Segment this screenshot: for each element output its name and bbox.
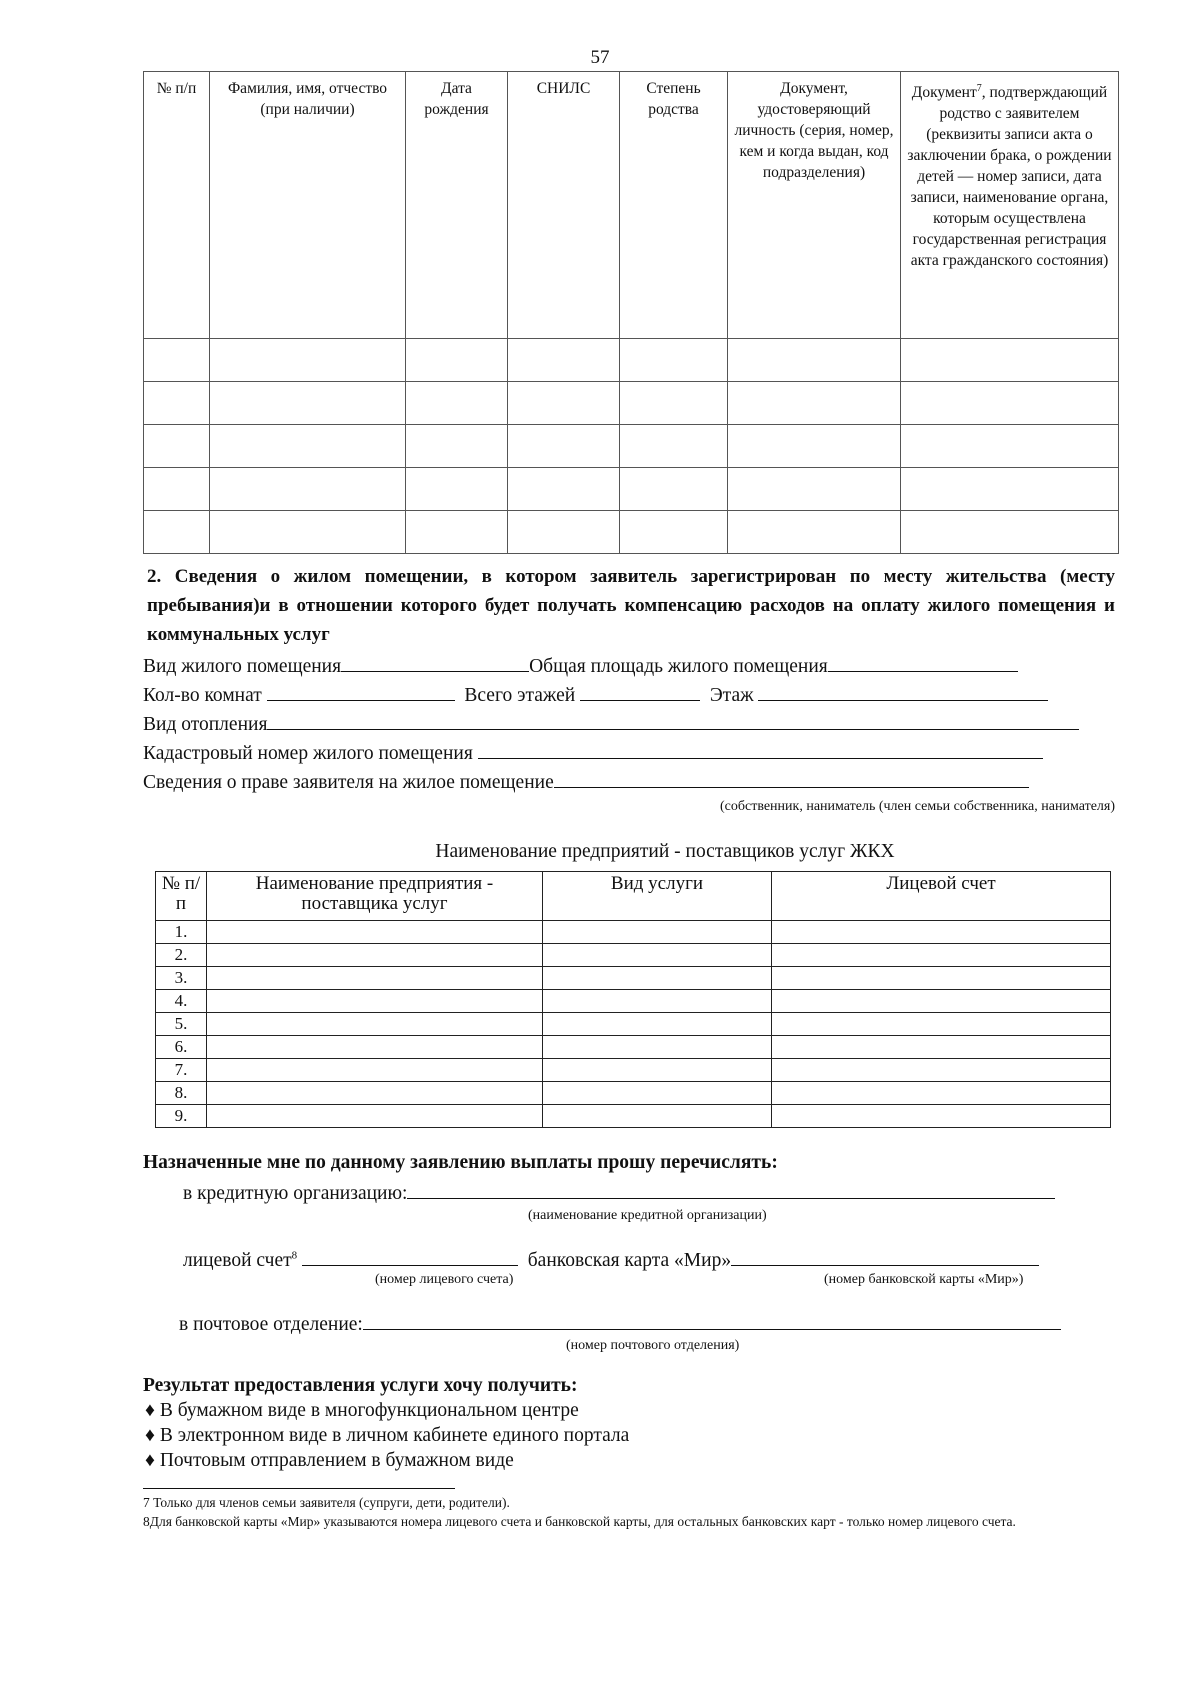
table-cell[interactable] (772, 967, 1111, 990)
table-row (144, 468, 1119, 511)
payment-heading: Назначенные мне по данному заявлению выплаты прошу перечислять: (143, 1152, 778, 1173)
table-row (156, 1013, 1111, 1036)
table-cell[interactable] (144, 511, 210, 554)
table-row (144, 382, 1119, 425)
section-2-title: 2. Сведения о жилом помещении, в котором заявитель зарегистрирован по месту жительства (месту пребывания)и в отношении которого будет получать компенсацию расходов на оплату жилого помещения и коммунальных услуг (147, 566, 1115, 645)
table-cell[interactable] (901, 468, 1119, 511)
table-row (156, 944, 1111, 967)
table-cell[interactable] (620, 425, 728, 468)
table-cell[interactable] (901, 511, 1119, 554)
table-cell[interactable] (207, 1036, 543, 1059)
rooms-field[interactable] (267, 681, 455, 701)
floors-total-label: Всего этажей (464, 685, 576, 706)
table-cell[interactable] (207, 1013, 543, 1036)
result-option-label: В бумажном виде в многофункциональном центре (159, 1400, 579, 1421)
row-number: 5. (156, 1013, 207, 1036)
page-number: 57 (590, 47, 610, 68)
diamond-bullet-icon: ♦ (145, 1450, 155, 1471)
credit-org-line (183, 1179, 1055, 1205)
table-row (156, 967, 1111, 990)
cadastral-field[interactable] (478, 739, 1043, 759)
table-cell[interactable] (406, 468, 508, 511)
diamond-bullet-icon: ♦ (145, 1400, 155, 1421)
table-cell[interactable] (508, 511, 620, 554)
kinship-doc-description: подтверждающий родство с заявителем (реквизиты записи акта о заключении брака, о рождении детей — номер записи, дата записи, наименование органа, которым осуществлена государственная регистрация акта гражданского состояния) (907, 84, 1112, 270)
table-cell[interactable] (508, 339, 620, 382)
table-cell[interactable] (406, 511, 508, 554)
heating-label: Вид отопления (143, 714, 268, 735)
right-line (143, 768, 1029, 794)
table-row (156, 1082, 1111, 1105)
housing-type-field[interactable] (341, 652, 529, 672)
housing-line (143, 652, 1018, 678)
table-cell[interactable] (406, 339, 508, 382)
family-members-table (143, 71, 1119, 554)
table-cell[interactable] (207, 1082, 543, 1105)
table-cell[interactable] (543, 1105, 772, 1128)
table-cell[interactable] (406, 382, 508, 425)
table-cell[interactable] (772, 921, 1111, 944)
row-number: 2. (156, 944, 207, 967)
table-cell[interactable] (543, 1036, 772, 1059)
row-number: 6. (156, 1036, 207, 1059)
credit-org-hint: (наименование кредитной организации) (528, 1208, 767, 1223)
table-cell[interactable] (620, 339, 728, 382)
row-number: 4. (156, 990, 207, 1013)
table-cell[interactable] (543, 967, 772, 990)
account-hint: (номер лицевого счета) (375, 1272, 514, 1287)
col-header-provider-name: Наименование предприятия - поставщика услуг (207, 872, 543, 921)
cadastral-label: Кадастровый номер жилого помещения (143, 743, 473, 764)
providers-title: Наименование предприятий - поставщиков услуг ЖКХ (435, 841, 895, 862)
table-row (156, 1036, 1111, 1059)
total-area-label: Общая площадь жилого помещения (529, 656, 828, 677)
rooms-line (143, 681, 1048, 707)
col-header-snils: СНИЛС (508, 72, 620, 339)
table-cell[interactable] (207, 1105, 543, 1128)
table-cell[interactable] (772, 1105, 1111, 1128)
table-cell[interactable] (144, 425, 210, 468)
footnote-7: 7 Только для членов семьи заявителя (супруги, дети, родители). (143, 1495, 510, 1510)
table-cell[interactable] (728, 382, 901, 425)
table-cell[interactable] (772, 1013, 1111, 1036)
account-line (183, 1246, 1039, 1272)
floors-total-field[interactable] (580, 681, 700, 701)
credit-org-field[interactable] (407, 1179, 1055, 1199)
row-number: 3. (156, 967, 207, 990)
col-header-service-type: Вид услуги (543, 872, 772, 921)
table-cell[interactable] (144, 468, 210, 511)
table-cell[interactable] (728, 425, 901, 468)
table-cell[interactable] (543, 1082, 772, 1105)
table-cell[interactable] (543, 1059, 772, 1082)
table-cell[interactable] (210, 468, 406, 511)
floor-field[interactable] (758, 681, 1048, 701)
table-row (144, 425, 1119, 468)
footnote-mark-8: 8 (291, 1249, 298, 1262)
col-header-birth-date: Дата рождения (406, 72, 508, 339)
table-row (156, 990, 1111, 1013)
col-header-account: Лицевой счет (772, 872, 1111, 921)
result-option-label: В электронном виде в личном кабинете единого портала (159, 1425, 630, 1446)
mir-card-label: банковская карта «Мир» (527, 1250, 732, 1271)
table-header-row (144, 72, 1119, 339)
row-number: 7. (156, 1059, 207, 1082)
post-label: в почтовое отделение: (179, 1314, 363, 1335)
table-cell[interactable] (207, 944, 543, 967)
table-cell[interactable] (207, 921, 543, 944)
heating-line (143, 710, 1079, 736)
table-cell[interactable] (901, 339, 1119, 382)
table-cell[interactable] (620, 468, 728, 511)
kinship-doc-title: Документ (911, 84, 977, 102)
table-cell[interactable] (508, 468, 620, 511)
table-cell[interactable] (901, 425, 1119, 468)
result-option-paper-mfc[interactable] (145, 1400, 579, 1422)
table-cell[interactable] (901, 382, 1119, 425)
post-field[interactable] (363, 1310, 1061, 1330)
table-cell[interactable] (210, 425, 406, 468)
rooms-label: Кол-во комнат (143, 685, 262, 706)
table-header-row (156, 872, 1111, 921)
diamond-bullet-icon: ♦ (145, 1425, 155, 1446)
table-cell[interactable] (772, 990, 1111, 1013)
col-header-full-name: Фамилия, имя, отчество (при наличии) (210, 72, 406, 339)
table-cell[interactable] (728, 468, 901, 511)
table-cell[interactable] (207, 967, 543, 990)
credit-org-label: в кредитную организацию: (183, 1183, 408, 1204)
col-header-number: № п/п (144, 72, 210, 339)
table-cell[interactable] (210, 511, 406, 554)
table-cell[interactable] (406, 425, 508, 468)
result-heading: Результат предоставления услуги хочу получить: (143, 1375, 578, 1396)
footnote-mark-7: 7 (976, 83, 982, 94)
table-cell[interactable] (508, 382, 620, 425)
result-option-label: Почтовым отправлением в бумажном виде (159, 1450, 514, 1471)
account-label: лицевой счет (183, 1250, 292, 1271)
table-row (144, 339, 1119, 382)
post-hint: (номер почтового отделения) (566, 1338, 740, 1353)
total-area-field[interactable] (828, 652, 1018, 672)
row-number: 9. (156, 1105, 207, 1128)
kinship-doc-comma: , (981, 84, 986, 102)
col-header-relationship: Степень родства (620, 72, 728, 339)
result-option-electronic-portal[interactable] (145, 1425, 629, 1447)
mir-card-hint: (номер банковской карты «Мир») (824, 1272, 1024, 1287)
table-cell[interactable] (508, 425, 620, 468)
row-number: 1. (156, 921, 207, 944)
table-row (156, 1059, 1111, 1082)
table-cell[interactable] (543, 921, 772, 944)
col-header-number: № п/п (156, 872, 207, 921)
col-header-identity-document: Документ, удостоверяющий личность (серия, номер, кем и когда выдан, код подразделения) (728, 72, 901, 339)
mir-card-field[interactable] (731, 1246, 1039, 1266)
result-option-post[interactable] (145, 1450, 514, 1472)
table-cell[interactable] (772, 1059, 1111, 1082)
footnote-divider (143, 1488, 455, 1489)
table-cell[interactable] (772, 1082, 1111, 1105)
table-cell[interactable] (543, 1013, 772, 1036)
table-cell[interactable] (207, 1059, 543, 1082)
col-header-kinship-document (901, 72, 1119, 339)
right-field[interactable] (554, 768, 1029, 788)
table-row (144, 511, 1119, 554)
row-number: 8. (156, 1082, 207, 1105)
footnote-8: 8Для банковской карты «Мир» указываются номера лицевого счета и банковской карты, для остальных банковских карт - только номер лицевого счета. (143, 1514, 1016, 1529)
table-cell[interactable] (543, 990, 772, 1013)
table-row (156, 1105, 1111, 1128)
table-cell[interactable] (207, 990, 543, 1013)
table-cell[interactable] (772, 944, 1111, 967)
table-cell[interactable] (210, 339, 406, 382)
account-field[interactable] (302, 1246, 518, 1266)
heating-field[interactable] (267, 710, 1079, 730)
table-cell[interactable] (728, 511, 901, 554)
floor-label: Этаж (709, 685, 754, 706)
providers-table (155, 871, 1111, 1128)
table-cell[interactable] (210, 382, 406, 425)
table-cell[interactable] (144, 339, 210, 382)
table-row (156, 921, 1111, 944)
right-label: Сведения о праве заявителя на жилое помещение (143, 772, 554, 793)
table-cell[interactable] (772, 1036, 1111, 1059)
right-hint: (собственник, наниматель (член семьи собственника, нанимателя) (719, 799, 1115, 814)
table-cell[interactable] (620, 511, 728, 554)
table-cell[interactable] (728, 339, 901, 382)
table-cell[interactable] (620, 382, 728, 425)
housing-type-label: Вид жилого помещения (143, 656, 342, 677)
post-line (179, 1310, 1061, 1336)
cadastral-line (143, 739, 1043, 765)
table-cell[interactable] (543, 944, 772, 967)
table-cell[interactable] (144, 382, 210, 425)
